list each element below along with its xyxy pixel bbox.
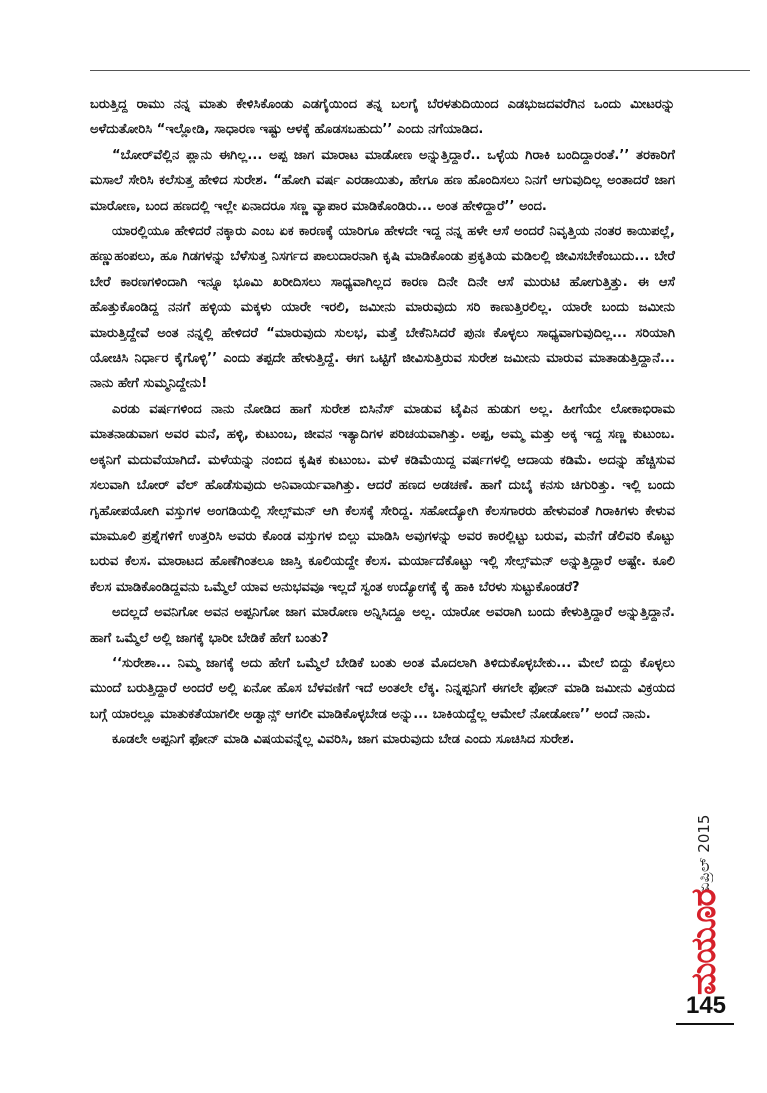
- paragraph: ಯಾರಲ್ಲಿಯೂ ಹೇಳಿದರೆ ನಕ್ಕಾರು ಎಂಬ ಏಕ ಕಾರಣಕ್ಕೆ ಯಾರಿಗೂ ಹೇಳದೇ ಇದ್ದ ನನ್ನ ಹಳೇ ಆಸೆ ಅಂದರೆ ನಿವೃತ್ತಿಯ ನಂತರ ಕಾಯಿಪಲ್ಲೆ, ಹಣ್ಣುಹಂಪಲು, ಹೂ ಗಿಡಗಳನ್ನು ಬೆಳೆಸುತ್ತ ನಿಸರ್ಗದ ಪಾಲುದಾರನಾಗಿ ಕೃಷಿ ಮಾಡಿಕೊಂಡು ಪ್ರಕೃತಿಯ ಮಡಿಲಲ್ಲಿ ಜೀವಿಸಬೇಕೆಂಬುದು... ಬೇರೆ ಬೇರೆ ಕಾರಣಗಳಿಂದಾಗಿ ಇನ್ನೂ ಭೂಮಿ ಖರೀದಿಸಲು ಸಾಧ್ಯವಾಗಿಲ್ಲದ ಕಾರಣ ದಿನೇ ದಿನೇ ಆಸೆ ಮುರುಟಿ ಹೋಗುತ್ತಿತ್ತು. ಈ ಆಸೆ ಹೊತ್ತುಕೊಂಡಿದ್ದ ನನಗೆ ಹಳ್ಳಿಯ ಮಕ್ಕಳು ಯಾರೇ ಇರಲಿ, ಜಮೀನು ಮಾರುವುದು ಸರಿ ಕಾಣುತ್ತಿರಲಿಲ್ಲ. ಯಾರೇ ಬಂದು ಜಮೀನು ಮಾರುತ್ತಿದ್ದೇವೆ ಅಂತ ನನ್ನಲ್ಲಿ ಹೇಳಿದರೆ “ಮಾರುವುದು ಸುಲಭ, ಮತ್ತೆ ಬೇಕೆನಿಸಿದರೆ ಪುನಃ ಕೊಳ್ಳಲು ಸಾಧ್ಯವಾಗುವುದಿಲ್ಲ... ಸರಿಯಾಗಿ ಯೋಚಿಸಿ ನಿರ್ಧಾರ ಕೈಗೊಳ್ಳಿ’’ ಎಂದು ತಪ್ಪದೇ ಹೇಳುತ್ತಿದ್ದೆ. ಈಗ ಒಟ್ಟಿಗೆ ಜೀವಿಸುತ್ತಿರುವ ಸುರೇಶ ಜಮೀನು ಮಾರುವ ಮಾತಾಡುತ್ತಿದ್ದಾನೆ... ನಾನು ಹೇಗೆ ಸುಮ್ಮನಿದ್ದೇನು!: [90, 224, 675, 392]
- magazine-logo: ಮಯೂರ: [684, 889, 724, 995]
- header-rule: [90, 70, 750, 71]
- paragraph: “ಬೋರ್‌ವೆಲ್ಲಿನ ಪ್ಲಾನು ಈಗಿಲ್ಲ... ಅಪ್ಪ ಜಾಗ ಮಾರಾಟ ಮಾಡೋಣ ಅನ್ನುತ್ತಿದ್ದಾರೆ.. ಒಳ್ಳೆಯ ಗಿರಾಕಿ ಬಂದಿದ್ದಾರಂತೆ.’’ ತರಕಾರಿಗೆ ಮಸಾಲೆ ಸೇರಿಸಿ ಕಲೆಸುತ್ತ ಹೇಳಿದ ಸುರೇಶ. “ಹೋಗಿ ವರ್ಷ ಎರಡಾಯಿತು, ಹೇಗೂ ಹಣ ಹೊಂದಿಸಲು ನಿನಗೆ ಆಗುವುದಿಲ್ಲ ಅಂತಾದರೆ ಜಾಗ ಮಾರೋಣ, ಬಂದ ಹಣದಲ್ಲಿ ಇಲ್ಲೇ ಏನಾದರೂ ಸಣ್ಣ ವ್ಯಾಪಾರ ಮಾಡಿಕೊಂಡಿರು... ಅಂತ ಹೇಳಿದ್ದಾರೆ’’ ಅಂದ.: [90, 147, 675, 214]
- page-number: 145: [685, 992, 727, 1019]
- paragraph: ‘‘ಸುರೇಶಾ... ನಿಮ್ಮ ಜಾಗಕ್ಕೆ ಅದು ಹೇಗೆ ಒಮ್ಮೆಲೆ ಬೇಡಿಕೆ ಬಂತು ಅಂತ ಮೊದಲಾಗಿ ತಿಳಿದುಕೊಳ್ಳಬೇಕು... ಮೇಲೆ ಬಿದ್ದು ಕೊಳ್ಳಲು ಮುಂದೆ ಬರುತ್ತಿದ್ದಾರೆ ಅಂದರೆ ಅಲ್ಲಿ ಏನೋ ಹೊಸ ಬೆಳವಣಿಗೆ ಇದೆ ಅಂತಲೇ ಲೆಕ್ಕ. ನಿನ್ನಪ್ಪನಿಗೆ ಈಗಲೇ ಫೋನ್ ಮಾಡಿ ಜಮೀನು ವಿಕ್ರಯದ ಬಗ್ಗೆ ಯಾರಲ್ಲೂ ಮಾತುಕತೆಯಾಗಲೀ ಅಡ್ವಾನ್ಸ್ ಆಗಲೀ ಮಾಡಿಕೊಳ್ಳಬೇಡ ಅನ್ನು... ಬಾಕಿಯದ್ದೆಲ್ಲ ಆಮೇಲೆ ನೋಡೋಣ’’ ಅಂದೆ ನಾನು.: [90, 655, 675, 722]
- issue-month-year: ಏಪ್ರಿಲ್ 2015: [695, 814, 713, 892]
- paragraph: ಎರಡು ವರ್ಷಗಳಿಂದ ನಾನು ನೋಡಿದ ಹಾಗೆ ಸುರೇಶ ಬಿಸಿನೆಸ್ ಮಾಡುವ ಟೈಪಿನ ಹುಡುಗ ಅಲ್ಲ. ಹೀಗೆಯೇ ಲೋಕಾಭಿರಾಮ ಮಾತನಾಡುವಾಗ ಅವರ ಮನೆ, ಹಳ್ಳಿ, ಕುಟುಂಬ, ಜೀವನ ಇತ್ಯಾದಿಗಳ ಪರಿಚಯವಾಗಿತ್ತು. ಅಪ್ಪ, ಅಮ್ಮ ಮತ್ತು ಅಕ್ಕ ಇದ್ದ ಸಣ್ಣ ಕುಟುಂಬ. ಅಕ್ಕನಿಗೆ ಮದುವೆಯಾಗಿದೆ. ಮಳೆಯನ್ನು ನಂಬಿದ ಕೃಷಿಕ ಕುಟುಂಬ. ಮಳೆ ಕಡಿಮೆಯಿದ್ದ ವರ್ಷಗಳಲ್ಲಿ ಆದಾಯ ಕಡಿಮೆ. ಅದನ್ನು ಹೆಚ್ಚಿಸುವ ಸಲುವಾಗಿ ಬೋರ್ ವೆಲ್ ಹೊಡೆಸುವುದು ಅನಿವಾರ್ಯವಾಗಿತ್ತು. ಆದರೆ ಹಣದ ಅಡಚಣೆ. ಹಾಗೆ ದುಬೈ ಕನಸು ಚಿಗುರಿತ್ತು. ಇಲ್ಲಿ ಬಂದು ಗೃಹೋಪಯೋಗಿ ವಸ್ತುಗಳ ಅಂಗಡಿಯಲ್ಲಿ ಸೇಲ್ಸ್‌ಮನ್ ಆಗಿ ಕೆಲಸಕ್ಕೆ ಸೇರಿದ್ದ. ಸಹೋದ್ಯೋಗಿ ಕೆಲಸಗಾರರು ಹೇಳುವಂತೆ ಗಿರಾಕಿಗಳು ಕೇಳುವ ಮಾಮೂಲಿ ಪ್ರಶ್ನೆಗಳಿಗೆ ಉತ್ತರಿಸಿ ಅವರು ಕೊಂಡ ವಸ್ತುಗಳ ಬಿಲ್ಲು ಮಾಡಿಸಿ ಅವುಗಳನ್ನು ಅವರ ಕಾರಲ್ಲಿಟ್ಟು ಬರುವ, ಮನೆಗೆ ಡೆಲಿವರಿ ಕೊಟ್ಟು ಬರುವ ಕೆಲಸ. ಮಾರಾಟದ ಹೊಣೆಗಿಂತಲೂ ಜಾಸ್ತಿ ಕೂಲಿಯದ್ದೇ ಕೆಲಸ. ಮರ್ಯಾದೆಕೊಟ್ಟು ಇಲ್ಲಿ ಸೇಲ್ಸ್‌ಮನ್ ಅನ್ನುತ್ತಿದ್ದಾರೆ ಅಷ್ಟೇ. ಕೂಲಿ ಕೆಲಸ ಮಾಡಿಕೊಂಡಿದ್ದವನು ಒಮ್ಮೆಲೆ ಯಾವ ಅನುಭವವೂ ಇಲ್ಲದೆ ಸ್ವಂತ ಉದ್ಯೋಗಕ್ಕೆ ಕೈ ಹಾಕಿ ಬೆರಳು ಸುಟ್ಟುಕೊಂಡರೆ?: [90, 401, 675, 595]
- page-number-rule: [676, 1023, 734, 1025]
- paragraph: ಬರುತ್ತಿದ್ದ ರಾಮು ನನ್ನ ಮಾತು ಕೇಳಿಸಿಕೊಂಡು ಎಡಗೈಯಿಂದ ತನ್ನ ಬಲಗೈ ಬೆರಳತುದಿಯಿಂದ ಎಡಭುಜದವರೆಗಿನ ಒಂದು ಮೀಟರನ್ನು ಅಳೆದುತೋರಿಸಿ “ಇಲ್ಲೋಡಿ, ಸಾಧಾರಣ ಇಷ್ಟು ಆಳಕ್ಕೆ ಹೊಡಸಬಹುದು’’ ಎಂದು ನಗೆಯಾಡಿದ.: [90, 97, 675, 138]
- magazine-side-label: [681, 808, 727, 995]
- paragraph: ಕೂಡಲೇ ಅಪ್ಪನಿಗೆ ಫೋನ್ ಮಾಡಿ ವಿಷಯವನ್ನೆಲ್ಲ ವಿವರಿಸಿ, ಜಾಗ ಮಾರುವುದು ಬೇಡ ಎಂದು ಸೂಚಿಸಿದ ಸುರೇಶ.: [112, 732, 575, 748]
- paragraph: ಅದಲ್ಲದೆ ಅವನಿಗೋ ಅವನ ಅಪ್ಪನಿಗೋ ಜಾಗ ಮಾರೋಣ ಅನ್ನಿಸಿದ್ದೂ ಅಲ್ಲ. ಯಾರೋ ಅವರಾಗಿ ಬಂದು ಕೇಳುತ್ತಿದ್ದಾರೆ ಅನ್ನುತ್ತಿದ್ದಾನೆ. ಹಾಗೆ ಒಮ್ಮೆಲೆ ಅಲ್ಲಿ ಜಾಗಕ್ಕೆ ಭಾರೀ ಬೇಡಿಕೆ ಹೇಗೆ ಬಂತು?: [90, 605, 675, 646]
- article-body: [90, 92, 675, 753]
